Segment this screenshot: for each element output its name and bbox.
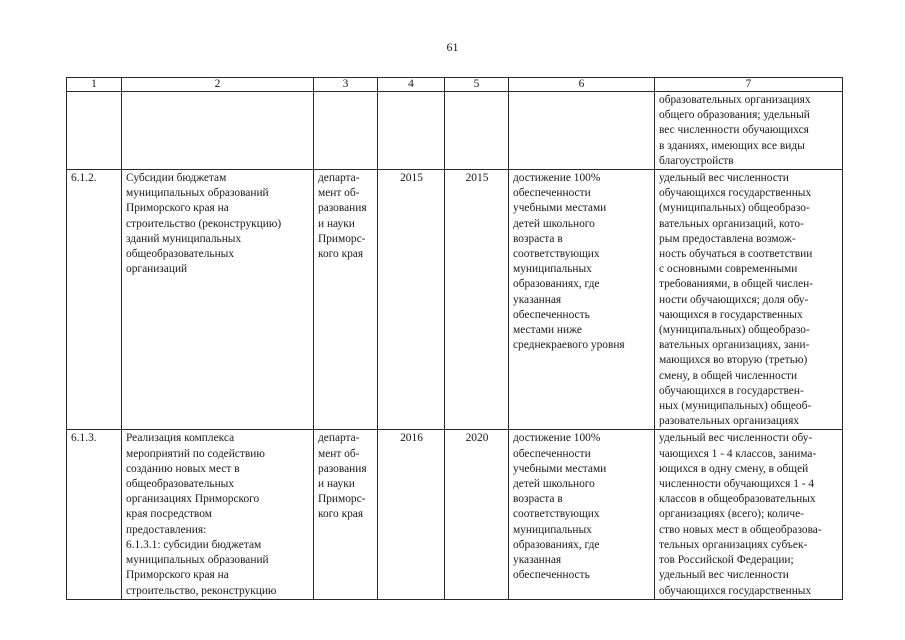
- measure-name: [122, 92, 314, 170]
- indicator: удельный вес численности обу- чающихся 1 - 4 классов, занима- ющихся в одну смену, в общей численности обучающихся 1 - 4 классов в общеобразовательных организациях (всего); количе- ство новых мест в общеобразова- тельных организациях субъек- тов Российской Федерации; удельный вес численности обучающихся государственных: [655, 430, 843, 599]
- table-row: [67, 92, 843, 170]
- page-number: 61: [446, 40, 459, 54]
- indicator: образовательных организациях общего образования; удельный вес численности обучающихся в зданиях, имеющих все виды благоустройств: [655, 92, 843, 170]
- end-year: 2015: [445, 170, 509, 430]
- table-row: [67, 430, 843, 599]
- executor: департа- мент об- разования и науки Приморс- кого края: [314, 170, 378, 430]
- end-year: 2020: [445, 430, 509, 599]
- start-year: [378, 92, 445, 170]
- program-table: [66, 77, 843, 600]
- table-row: [67, 170, 843, 430]
- row-number: [67, 92, 122, 170]
- row-number: 6.1.2.: [67, 170, 122, 430]
- executor: департа- мент об- разования и науки Приморс- кого края: [314, 430, 378, 599]
- header-col-7: 7: [655, 78, 843, 92]
- measure-name: Субсидии бюджетам муниципальных образований Приморского края на строительство (реконструкцию) зданий муниципальных общеобразовательных организаций: [122, 170, 314, 430]
- header-col-2: 2: [122, 78, 314, 92]
- indicator: удельный вес численности обучающихся государственных (муниципальных) общеобразо- вательных организаций, кото- рым предоставлена возмож- ность обучаться в соответствии с основными современными требованиями, в общей числен- ности обучающихся; доля обу- чающихся в государственных (муниципальных) общеобразо- вательных организациях, зани- мающихся во вторую (третью) смену, в общей численности обучающихся в государствен- ных (муниципальных) общеоб- разовательных организациях: [655, 170, 843, 430]
- header-col-1: 1: [67, 78, 122, 92]
- expected-result: достижение 100% обеспеченности учебными местами детей школьного возраста в соответствующих муниципальных образованиях, где указанная обеспеченность: [509, 430, 655, 599]
- end-year: [445, 92, 509, 170]
- row-number: 6.1.3.: [67, 430, 122, 599]
- expected-result: достижение 100% обеспеченности учебными местами детей школьного возраста в соответствующих муниципальных образованиях, где указанная обеспеченность местами ниже среднекраевого уровня: [509, 170, 655, 430]
- table-header-row: [67, 78, 843, 92]
- expected-result: [509, 92, 655, 170]
- header-col-4: 4: [378, 78, 445, 92]
- header-col-5: 5: [445, 78, 509, 92]
- start-year: 2015: [378, 170, 445, 430]
- measure-name: Реализация комплекса мероприятий по содействию созданию новых мест в общеобразовательных организациях Приморского края посредством предоставления: 6.1.3.1: субсидии бюджетам муниципальных образований Приморского края на строительство, реконструкцию: [122, 430, 314, 599]
- header-col-6: 6: [509, 78, 655, 92]
- header-col-3: 3: [314, 78, 378, 92]
- start-year: 2016: [378, 430, 445, 599]
- executor: [314, 92, 378, 170]
